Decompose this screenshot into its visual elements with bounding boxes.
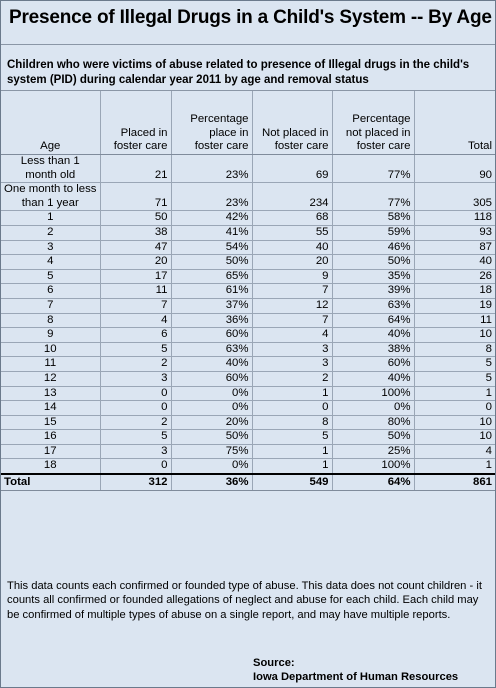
placed-cell: 71 xyxy=(100,183,171,211)
pct-not-placed-cell: 50% xyxy=(332,255,414,270)
not-placed-cell: 7 xyxy=(252,313,332,328)
pct-not-placed-cell: 46% xyxy=(332,240,414,255)
age-cell: 13 xyxy=(1,386,100,401)
table-row xyxy=(1,211,495,226)
placed-cell: 2 xyxy=(100,357,171,372)
table-row xyxy=(1,328,495,343)
total-row xyxy=(1,474,495,491)
placed-cell: 47 xyxy=(100,240,171,255)
header-age xyxy=(1,91,100,155)
pct-not-placed-cell: 60% xyxy=(332,357,414,372)
pct-not-placed-cell: 39% xyxy=(332,284,414,299)
header-line: foster care xyxy=(274,140,329,153)
data-table xyxy=(1,91,495,491)
pct-placed-cell: 50% xyxy=(171,255,252,270)
total-cell: 10 xyxy=(414,328,495,343)
not-placed-cell: 5 xyxy=(252,430,332,445)
placed-cell: 5 xyxy=(100,342,171,357)
table-row xyxy=(1,298,495,313)
header-total xyxy=(414,91,495,155)
pct-placed-cell: 60% xyxy=(171,371,252,386)
not-placed-cell: 7 xyxy=(252,284,332,299)
header-not-placed xyxy=(252,91,332,155)
age-cell: 7 xyxy=(1,298,100,313)
pct-placed-cell: 0% xyxy=(171,459,252,474)
pct-not-placed-cell: 50% xyxy=(332,430,414,445)
pct-not-placed-cell: 40% xyxy=(332,328,414,343)
table-row xyxy=(1,240,495,255)
pct-placed-cell: 50% xyxy=(171,430,252,445)
pct-placed-cell: 61% xyxy=(171,284,252,299)
not-placed-cell: 4 xyxy=(252,328,332,343)
header-placed xyxy=(100,91,171,155)
header-row xyxy=(1,91,495,155)
pct-placed-cell: 37% xyxy=(171,298,252,313)
table-row xyxy=(1,415,495,430)
age-cell: 15 xyxy=(1,415,100,430)
pct-placed-cell: 41% xyxy=(171,225,252,240)
pct-placed-cell: 36% xyxy=(171,313,252,328)
age-cell: 6 xyxy=(1,284,100,299)
pct-not-placed-cell: 100% xyxy=(332,386,414,401)
placed-cell: 0 xyxy=(100,401,171,416)
total-cell: 26 xyxy=(414,269,495,284)
total-placed-cell: 312 xyxy=(100,474,171,491)
age-cell: 12 xyxy=(1,371,100,386)
not-placed-cell: 55 xyxy=(252,225,332,240)
not-placed-cell: 68 xyxy=(252,211,332,226)
pct-not-placed-cell: 59% xyxy=(332,225,414,240)
source-credit xyxy=(253,657,458,684)
header-line: not placed in xyxy=(345,126,411,139)
table-row xyxy=(1,342,495,357)
pct-not-placed-cell: 64% xyxy=(332,313,414,328)
pct-placed-cell: 60% xyxy=(171,328,252,343)
not-placed-cell: 3 xyxy=(252,357,332,372)
source-name: Iowa Department of Human Resources xyxy=(253,670,459,683)
total-not-placed-cell: 549 xyxy=(252,474,332,491)
not-placed-cell: 1 xyxy=(252,459,332,474)
header-line: Total xyxy=(467,140,492,153)
age-cell: 8 xyxy=(1,313,100,328)
header-line: Placed in xyxy=(120,126,168,139)
table-row xyxy=(1,459,495,474)
total-pct-placed-cell: 36% xyxy=(171,474,252,491)
age-cell: 5 xyxy=(1,269,100,284)
age-cell: 4 xyxy=(1,255,100,270)
table-subtitle: Children who were victims of abuse related to presence of Illegal drugs in the child's system (PID) during calendar year 2011 by age and removal status xyxy=(1,45,495,91)
total-cell: 19 xyxy=(414,298,495,313)
total-cell: 10 xyxy=(414,415,495,430)
pct-placed-cell: 54% xyxy=(171,240,252,255)
total-cell: 4 xyxy=(414,444,495,459)
source-label: Source: xyxy=(253,657,295,669)
total-cell: 40 xyxy=(414,255,495,270)
table-row xyxy=(1,284,495,299)
pct-placed-cell: 75% xyxy=(171,444,252,459)
age-cell: 2 xyxy=(1,225,100,240)
placed-cell: 7 xyxy=(100,298,171,313)
not-placed-cell: 0 xyxy=(252,401,332,416)
total-age-cell: Total xyxy=(1,474,100,491)
pct-placed-cell: 40% xyxy=(171,357,252,372)
header-pct-not-placed xyxy=(332,91,414,155)
not-placed-cell: 234 xyxy=(252,183,332,211)
table-row xyxy=(1,357,495,372)
total-cell: 1 xyxy=(414,386,495,401)
total-total-cell: 861 xyxy=(414,474,495,491)
total-cell: 10 xyxy=(414,430,495,445)
total-cell: 118 xyxy=(414,211,495,226)
pct-placed-cell: 65% xyxy=(171,269,252,284)
pct-not-placed-cell: 63% xyxy=(332,298,414,313)
footnote: This data counts each confirmed or founded type of abuse. This data does not count children - it counts all confirmed or founded allegations of neglect and abuse for each child. Each child may be confirmed of multiple types of abuse on a single report, and may have multiple reports. xyxy=(7,580,482,621)
not-placed-cell: 69 xyxy=(252,155,332,183)
header-line: Percentage xyxy=(352,113,411,126)
header-line: foster care xyxy=(356,140,411,153)
placed-cell: 17 xyxy=(100,269,171,284)
header-line: Age xyxy=(40,140,61,153)
table-row xyxy=(1,401,495,416)
total-cell: 305 xyxy=(414,183,495,211)
table-row xyxy=(1,313,495,328)
age-cell: 9 xyxy=(1,328,100,343)
pct-not-placed-cell: 77% xyxy=(332,183,414,211)
pct-not-placed-cell: 80% xyxy=(332,415,414,430)
pct-not-placed-cell: 100% xyxy=(332,459,414,474)
pct-placed-cell: 0% xyxy=(171,386,252,401)
table-row xyxy=(1,444,495,459)
not-placed-cell: 1 xyxy=(252,444,332,459)
pct-placed-cell: 23% xyxy=(171,155,252,183)
age-cell: 10 xyxy=(1,342,100,357)
placed-cell: 0 xyxy=(100,459,171,474)
pct-not-placed-cell: 38% xyxy=(332,342,414,357)
header-line: Not placed in xyxy=(262,126,329,139)
total-cell: 5 xyxy=(414,371,495,386)
table-row xyxy=(1,155,495,183)
not-placed-cell: 2 xyxy=(252,371,332,386)
header-pct-placed xyxy=(171,91,252,155)
total-cell: 8 xyxy=(414,342,495,357)
age-cell: 16 xyxy=(1,430,100,445)
placed-cell: 50 xyxy=(100,211,171,226)
pct-not-placed-cell: 25% xyxy=(332,444,414,459)
age-cell: 17 xyxy=(1,444,100,459)
total-cell: 11 xyxy=(414,313,495,328)
placed-cell: 2 xyxy=(100,415,171,430)
table-row xyxy=(1,183,495,211)
table-row xyxy=(1,430,495,445)
placed-cell: 11 xyxy=(100,284,171,299)
placed-cell: 3 xyxy=(100,371,171,386)
not-placed-cell: 20 xyxy=(252,255,332,270)
age-cell: 18 xyxy=(1,459,100,474)
placed-cell: 20 xyxy=(100,255,171,270)
placed-cell: 5 xyxy=(100,430,171,445)
pct-not-placed-cell: 0% xyxy=(332,401,414,416)
age-cell: 11 xyxy=(1,357,100,372)
pct-placed-cell: 42% xyxy=(171,211,252,226)
pct-not-placed-cell: 58% xyxy=(332,211,414,226)
placed-cell: 3 xyxy=(100,444,171,459)
total-cell: 18 xyxy=(414,284,495,299)
pct-not-placed-cell: 40% xyxy=(332,371,414,386)
pct-placed-cell: 23% xyxy=(171,183,252,211)
table-row xyxy=(1,371,495,386)
table-row xyxy=(1,225,495,240)
age-cell: 14 xyxy=(1,401,100,416)
total-cell: 5 xyxy=(414,357,495,372)
header-line: place in xyxy=(209,126,249,139)
table-body xyxy=(1,155,495,491)
pct-placed-cell: 63% xyxy=(171,342,252,357)
placed-cell: 21 xyxy=(100,155,171,183)
total-cell: 1 xyxy=(414,459,495,474)
pct-placed-cell: 20% xyxy=(171,415,252,430)
age-cell: 1 xyxy=(1,211,100,226)
page-title: Presence of Illegal Drugs in a Child's System -- By Age xyxy=(1,1,495,45)
table-row xyxy=(1,386,495,401)
header-line: foster care xyxy=(194,140,249,153)
placed-cell: 4 xyxy=(100,313,171,328)
header-line: Percentage xyxy=(190,113,249,126)
total-cell: 90 xyxy=(414,155,495,183)
not-placed-cell: 3 xyxy=(252,342,332,357)
not-placed-cell: 40 xyxy=(252,240,332,255)
not-placed-cell: 8 xyxy=(252,415,332,430)
header-line: foster care xyxy=(113,140,168,153)
placed-cell: 0 xyxy=(100,386,171,401)
pct-not-placed-cell: 77% xyxy=(332,155,414,183)
table-row xyxy=(1,269,495,284)
not-placed-cell: 9 xyxy=(252,269,332,284)
age-cell: 3 xyxy=(1,240,100,255)
table-row xyxy=(1,255,495,270)
age-cell: One month to less than 1 year xyxy=(1,183,100,211)
total-pct-not-placed-cell: 64% xyxy=(332,474,414,491)
age-cell: Less than 1 month old xyxy=(1,155,100,183)
pct-not-placed-cell: 35% xyxy=(332,269,414,284)
placed-cell: 6 xyxy=(100,328,171,343)
not-placed-cell: 12 xyxy=(252,298,332,313)
total-cell: 0 xyxy=(414,401,495,416)
not-placed-cell: 1 xyxy=(252,386,332,401)
pct-placed-cell: 0% xyxy=(171,401,252,416)
placed-cell: 38 xyxy=(100,225,171,240)
total-cell: 93 xyxy=(414,225,495,240)
total-cell: 87 xyxy=(414,240,495,255)
